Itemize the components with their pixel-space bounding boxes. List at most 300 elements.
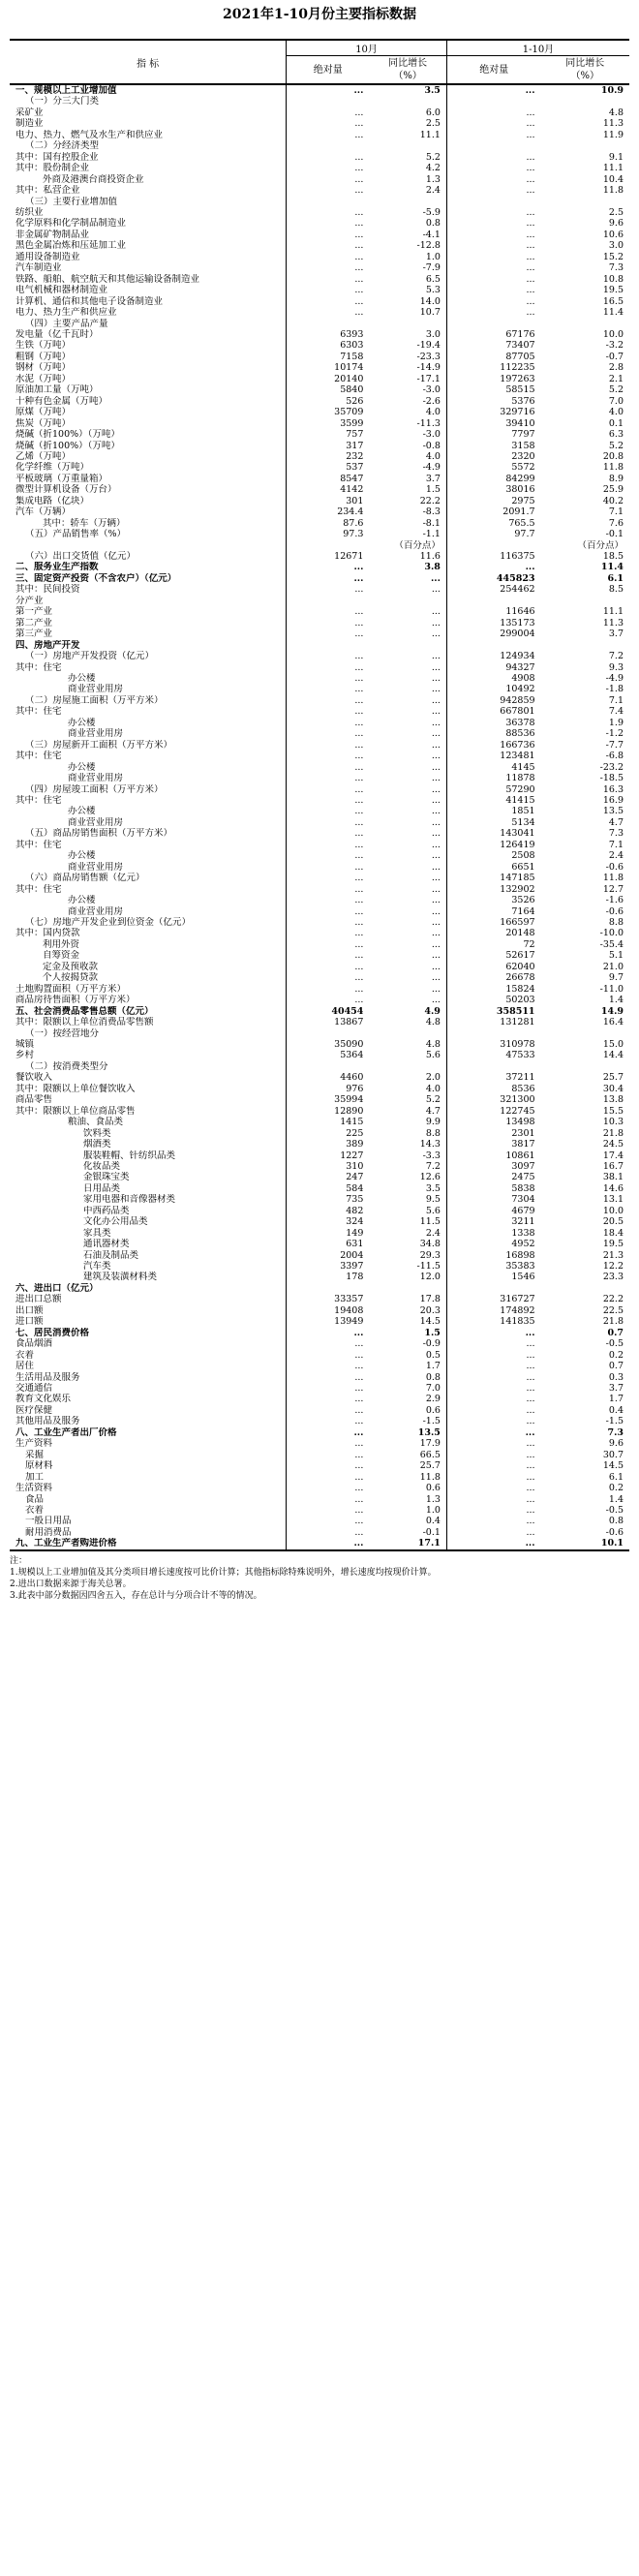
indicator-name: 四、房地产开发 bbox=[15, 639, 80, 651]
indicator-name: 饮料类 bbox=[83, 1127, 111, 1139]
table-row bbox=[10, 939, 629, 950]
ytd-yoy: 6.3 bbox=[608, 429, 624, 441]
oct-yoy: 3.5 bbox=[424, 85, 441, 96]
oct-absolute: 584 bbox=[287, 1183, 370, 1194]
ytd-absolute: ... bbox=[446, 107, 540, 118]
table-row bbox=[10, 728, 629, 739]
oct-absolute: ... bbox=[287, 296, 370, 307]
ytd-absolute: 2301 bbox=[446, 1128, 540, 1139]
ytd-yoy: 2.4 bbox=[608, 850, 624, 862]
oct-absolute: 178 bbox=[287, 1272, 370, 1282]
oct-absolute: ... bbox=[287, 584, 370, 595]
oct-yoy: 12.0 bbox=[419, 1272, 441, 1283]
table-row bbox=[10, 1394, 629, 1404]
table-row bbox=[10, 984, 629, 995]
ytd-yoy: -6.8 bbox=[605, 751, 624, 762]
ytd-yoy: 22.5 bbox=[602, 1304, 624, 1316]
ytd-yoy: 9.7 bbox=[608, 972, 624, 984]
oct-abs-header: 绝对量 bbox=[287, 56, 370, 85]
oct-absolute: ... bbox=[287, 163, 370, 173]
table-row bbox=[10, 1405, 629, 1416]
oct-absolute: 631 bbox=[287, 1239, 370, 1249]
oct-absolute: ... bbox=[287, 773, 370, 783]
oct-absolute: 8547 bbox=[287, 474, 370, 484]
oct-absolute: 12671 bbox=[287, 551, 370, 562]
table-row bbox=[10, 1150, 629, 1161]
table-row bbox=[10, 1372, 629, 1383]
ytd-absolute: 11878 bbox=[446, 773, 540, 783]
ytd-absolute: 7164 bbox=[446, 906, 540, 917]
indicator-name: 化妆品类 bbox=[83, 1160, 121, 1172]
indicator-name: 一、规模以上工业增加值 bbox=[15, 85, 117, 96]
oct-absolute: ... bbox=[287, 728, 370, 739]
ytd-absolute: 10861 bbox=[446, 1150, 540, 1161]
oct-yoy: 2.0 bbox=[425, 1072, 441, 1084]
oct-yoy: ... bbox=[431, 773, 441, 784]
table-row bbox=[10, 140, 629, 151]
indicator-name: （七）房地产开发企业到位资金（亿元） bbox=[25, 916, 192, 928]
ytd-absolute: 35383 bbox=[446, 1261, 540, 1272]
table-row bbox=[10, 1416, 629, 1426]
ytd-absolute: 72 bbox=[446, 939, 540, 950]
indicator-name: 商业营业用房 bbox=[68, 905, 124, 917]
oct-absolute: ... bbox=[287, 152, 370, 163]
indicator-name: （四）房屋竣工面积（万平方米） bbox=[25, 783, 164, 795]
ytd-yoy: 0.2 bbox=[608, 1483, 624, 1494]
indicator-name: 水泥（万吨） bbox=[15, 373, 72, 384]
oct-absolute: 324 bbox=[287, 1216, 370, 1227]
oct-absolute: 35994 bbox=[287, 1094, 370, 1105]
indicator-name: 其中：住宅 bbox=[15, 883, 62, 895]
ytd-yoy: 11.8 bbox=[602, 185, 624, 197]
oct-absolute: ... bbox=[287, 828, 370, 839]
ytd-absolute: 4145 bbox=[446, 762, 540, 773]
table-row bbox=[10, 274, 629, 285]
indicator-name: 铁路、船舶、航空航天和其他运输设备制造业 bbox=[15, 273, 200, 285]
table-row bbox=[10, 1272, 629, 1282]
table-row bbox=[10, 484, 629, 495]
ytd-yoy: 20.5 bbox=[602, 1216, 624, 1228]
ytd-yoy: 25.9 bbox=[602, 484, 624, 496]
oct-yoy: 6.0 bbox=[425, 107, 441, 118]
ytd-yoy: 21.3 bbox=[602, 1249, 624, 1261]
ytd-yoy bbox=[541, 596, 629, 606]
ytd-yoy: 14.5 bbox=[602, 1460, 624, 1472]
oct-absolute: 537 bbox=[287, 462, 370, 473]
table-row bbox=[10, 695, 629, 706]
oct-absolute: 735 bbox=[287, 1194, 370, 1205]
oct-absolute: ... bbox=[287, 606, 370, 617]
ytd-yoy: 5.1 bbox=[608, 950, 624, 962]
indicator-name: 进口额 bbox=[15, 1316, 44, 1328]
table-row bbox=[10, 1139, 629, 1150]
ytd-yoy: 11.9 bbox=[602, 129, 624, 140]
table-row bbox=[10, 496, 629, 506]
ytd-absolute: 41415 bbox=[446, 795, 540, 806]
indicator-name: 土地购置面积（万平方米） bbox=[15, 983, 127, 995]
section-row bbox=[10, 640, 629, 651]
oct-yoy: ... bbox=[431, 916, 441, 928]
ytd-absolute: 3817 bbox=[446, 1139, 540, 1150]
oct-yoy: ... bbox=[431, 684, 441, 695]
ytd-yoy: -11.0 bbox=[599, 983, 624, 995]
ytd-yoy: 0.4 bbox=[608, 1404, 624, 1416]
table-row bbox=[10, 1472, 629, 1483]
oct-yoy: ... bbox=[431, 950, 441, 962]
oct-absolute: ... bbox=[287, 1416, 370, 1426]
page-title: 2021年1-10月份主要指标数据 bbox=[223, 7, 416, 22]
ytd-yoy: 7.4 bbox=[608, 706, 624, 718]
ytd-yoy: -0.6 bbox=[605, 905, 624, 917]
ytd-yoy bbox=[541, 319, 629, 329]
oct-yoy bbox=[369, 140, 446, 151]
table-row bbox=[10, 751, 629, 761]
ytd-yoy: 9.3 bbox=[608, 661, 624, 673]
oct-absolute: 225 bbox=[287, 1128, 370, 1139]
ytd-absolute: 87705 bbox=[446, 352, 540, 362]
indicator-name: （二）分经济类型 bbox=[25, 140, 100, 152]
oct-yoy: ... bbox=[431, 795, 441, 806]
ytd-yoy: 10.0 bbox=[602, 1205, 624, 1216]
ytd-yoy: 24.5 bbox=[602, 1139, 624, 1150]
indicator-name: 乡村 bbox=[15, 1050, 35, 1061]
ytd-absolute: ... bbox=[446, 174, 540, 185]
oct-absolute: ... bbox=[287, 1505, 370, 1516]
ytd-yoy: 11.1 bbox=[602, 163, 624, 174]
indicator-name: 办公楼 bbox=[68, 717, 96, 728]
ytd-absolute: 358511 bbox=[446, 1006, 540, 1017]
indicator-name bbox=[10, 540, 287, 551]
oct-absolute: 7158 bbox=[287, 352, 370, 362]
indicator-name: 化学纤维（万吨） bbox=[15, 462, 90, 474]
oct-yoy: 14.3 bbox=[419, 1139, 441, 1150]
oct-absolute: ... bbox=[287, 1361, 370, 1371]
indicator-name: 其中：住宅 bbox=[15, 795, 62, 806]
table-row bbox=[10, 1194, 629, 1205]
ytd-absolute: 310978 bbox=[446, 1039, 540, 1050]
oct-absolute bbox=[287, 96, 370, 107]
indicator-name: 采掘 bbox=[25, 1449, 45, 1460]
indicator-name: 服装鞋帽、针纺织品类 bbox=[83, 1150, 176, 1161]
ytd-yoy: -23.2 bbox=[599, 761, 624, 773]
ytd-yoy: 10.6 bbox=[602, 229, 624, 240]
oct-yoy: 17.8 bbox=[419, 1294, 441, 1305]
indicator-name: 第二产业 bbox=[15, 617, 53, 629]
ytd-yoy: -0.6 bbox=[605, 1526, 624, 1538]
ytd-absolute: ... bbox=[446, 1427, 540, 1438]
table-row bbox=[10, 1316, 629, 1327]
oct-absolute: ... bbox=[287, 1394, 370, 1404]
oct-yoy: -17.1 bbox=[416, 373, 441, 384]
oct-yoy: -11.5 bbox=[416, 1261, 441, 1273]
table-row bbox=[10, 1228, 629, 1239]
oct-yoy: 13.5 bbox=[417, 1426, 441, 1438]
ytd-absolute: 5134 bbox=[446, 817, 540, 828]
oct-yoy: -3.3 bbox=[422, 1150, 441, 1161]
ytd-absolute bbox=[446, 640, 540, 651]
oct-absolute: 232 bbox=[287, 451, 370, 462]
ytd-yoy: 11.4 bbox=[600, 562, 624, 573]
indicator-name: 其中：限额以上单位消费品零售额 bbox=[15, 1017, 154, 1028]
indicator-name: 集成电路（亿块） bbox=[15, 495, 90, 506]
oct-absolute: ... bbox=[287, 962, 370, 972]
ytd-absolute: 254462 bbox=[446, 584, 540, 595]
table-row bbox=[10, 451, 629, 462]
table-row bbox=[10, 1206, 629, 1216]
indicator-name: 二、服务业生产指数 bbox=[15, 562, 99, 573]
ytd-absolute: 112235 bbox=[446, 362, 540, 373]
ytd-yoy: 8.5 bbox=[608, 584, 624, 596]
oct-yoy: 4.0 bbox=[425, 407, 441, 418]
oct-yoy: 29.3 bbox=[419, 1249, 441, 1261]
oct-absolute: ... bbox=[287, 1438, 370, 1449]
oct-yoy: 17.9 bbox=[419, 1438, 441, 1450]
ytd-absolute: 57290 bbox=[446, 784, 540, 795]
oct-absolute: ... bbox=[287, 873, 370, 883]
oct-absolute: ... bbox=[287, 928, 370, 938]
oct-absolute: ... bbox=[287, 684, 370, 694]
ytd-absolute: 62040 bbox=[446, 962, 540, 972]
table-row bbox=[10, 1250, 629, 1261]
oct-yoy: ... bbox=[431, 617, 441, 629]
ytd-yoy: 21.8 bbox=[602, 1127, 624, 1139]
ytd-absolute: 58515 bbox=[446, 384, 540, 395]
oct-yoy: ... bbox=[431, 873, 441, 884]
ytd-absolute: 321300 bbox=[446, 1094, 540, 1105]
oct-absolute: 1227 bbox=[287, 1150, 370, 1161]
oct-absolute: 2004 bbox=[287, 1250, 370, 1261]
ytd-yoy: 30.7 bbox=[602, 1449, 624, 1460]
oct-absolute: 301 bbox=[287, 496, 370, 506]
oct-yoy: 5.6 bbox=[425, 1205, 441, 1216]
oct-yoy: ... bbox=[431, 728, 441, 740]
indicator-name: 平板玻璃（万重量箱） bbox=[15, 473, 108, 484]
ytd-absolute: ... bbox=[446, 118, 540, 129]
oct-absolute: 3599 bbox=[287, 418, 370, 429]
oct-yoy: 14.5 bbox=[419, 1316, 441, 1328]
ytd-yoy: 8.9 bbox=[608, 473, 624, 484]
ytd-yoy: 10.8 bbox=[602, 273, 624, 285]
oct-absolute: ... bbox=[287, 751, 370, 761]
indicator-name: 烧碱（折100%）（万吨） bbox=[15, 440, 120, 451]
table-row bbox=[10, 840, 629, 850]
oct-yoy: 9.5 bbox=[425, 1194, 441, 1206]
oct-yoy: 0.6 bbox=[425, 1483, 441, 1494]
indicator-name: 生活资料 bbox=[15, 1483, 53, 1494]
table-row bbox=[10, 252, 629, 262]
table-row bbox=[10, 1450, 629, 1460]
table-row bbox=[10, 1216, 629, 1227]
ytd-yoy: 40.2 bbox=[602, 495, 624, 506]
oct-yoy: ... bbox=[431, 673, 441, 685]
oct-yoy: 1.5 bbox=[425, 484, 441, 496]
table-row bbox=[10, 817, 629, 828]
indicator-name: （一）按经营地分 bbox=[25, 1027, 100, 1039]
ytd-yoy: 16.7 bbox=[602, 1160, 624, 1172]
table-row bbox=[10, 407, 629, 417]
section-row bbox=[10, 1328, 629, 1338]
oct-yoy bbox=[369, 640, 446, 651]
oct-absolute: 20140 bbox=[287, 374, 370, 384]
table-row bbox=[10, 307, 629, 318]
table-row bbox=[10, 651, 629, 661]
oct-yoy: -11.3 bbox=[416, 417, 441, 429]
oct-yoy: 20.3 bbox=[419, 1304, 441, 1316]
oct-absolute: ... bbox=[287, 662, 370, 673]
ytd-yoy: 3.7 bbox=[608, 1383, 624, 1395]
oct-absolute: ... bbox=[287, 118, 370, 129]
ytd-yoy: 5.2 bbox=[608, 384, 624, 396]
indicator-name: 制造业 bbox=[15, 118, 44, 130]
ytd-yoy: 4.7 bbox=[608, 816, 624, 828]
ytd-absolute: 942859 bbox=[446, 695, 540, 706]
indicator-name: （三）房屋新开工面积（万平方米） bbox=[25, 739, 173, 751]
indicator-name: 进出口总额 bbox=[15, 1294, 62, 1305]
oct-absolute: ... bbox=[287, 618, 370, 629]
oct-yoy: 17.1 bbox=[369, 1538, 446, 1549]
oct-yoy: 2.4 bbox=[425, 1227, 441, 1239]
table-row bbox=[10, 296, 629, 307]
indicator-name: 原材料 bbox=[25, 1460, 53, 1472]
oct-absolute: 1415 bbox=[287, 1117, 370, 1127]
oct-yoy: ... bbox=[430, 572, 441, 584]
oct-yoy: -3.0 bbox=[422, 384, 441, 396]
table-row bbox=[10, 1239, 629, 1249]
oct-absolute: ... bbox=[287, 573, 370, 584]
indicator-name: 办公楼 bbox=[68, 895, 96, 906]
oct-yoy: 11.8 bbox=[419, 1471, 441, 1483]
ytd-yoy: 7.0 bbox=[608, 395, 624, 407]
oct-yoy: ... bbox=[431, 850, 441, 862]
ytd-yoy: 6.1 bbox=[607, 572, 624, 584]
table-row bbox=[10, 1494, 629, 1505]
ytd-absolute: 38016 bbox=[446, 484, 540, 495]
ytd-yoy: 11.8 bbox=[602, 462, 624, 474]
oct-absolute: 5364 bbox=[287, 1050, 370, 1060]
oct-yoy: 11.1 bbox=[419, 129, 441, 140]
ytd-yoy: -1.5 bbox=[605, 1416, 624, 1427]
ytd-yoy: 2.8 bbox=[608, 362, 624, 374]
oct-yoy bbox=[369, 319, 446, 329]
ytd-yoy: （百分点） bbox=[577, 539, 624, 551]
oct-yoy bbox=[369, 96, 446, 107]
indicator-name: 出口额 bbox=[15, 1304, 44, 1316]
oct-yoy: ... bbox=[431, 928, 441, 939]
table-row bbox=[10, 740, 629, 751]
oct-yoy: -19.4 bbox=[416, 340, 441, 352]
ytd-yoy-header: 同比增长（%） bbox=[541, 56, 629, 85]
ytd-absolute: 166736 bbox=[446, 740, 540, 751]
ytd-yoy: -1.8 bbox=[605, 684, 624, 695]
ytd-yoy: 10.4 bbox=[602, 173, 624, 185]
ytd-absolute: 765.5 bbox=[446, 518, 540, 529]
oct-absolute: ... bbox=[287, 274, 370, 285]
oct-yoy: 14.0 bbox=[419, 295, 441, 307]
ytd-absolute: ... bbox=[446, 130, 540, 140]
indicator-name: 生铁（万吨） bbox=[15, 340, 72, 352]
ytd-yoy: 20.8 bbox=[602, 450, 624, 462]
oct-yoy: 4.0 bbox=[425, 1083, 441, 1094]
indicator-name: 八、工业生产者出厂价格 bbox=[15, 1426, 117, 1438]
ytd-absolute: 2320 bbox=[446, 451, 540, 462]
ytd-absolute: 10492 bbox=[446, 684, 540, 694]
oct-absolute: ... bbox=[287, 995, 370, 1005]
ytd-absolute: ... bbox=[446, 1483, 540, 1493]
indicator-name: （六）出口交货值（亿元） bbox=[25, 551, 137, 563]
ytd-yoy: 3.7 bbox=[608, 629, 624, 640]
ytd-yoy: 14.4 bbox=[602, 1050, 624, 1061]
oct-yoy: 11.6 bbox=[419, 551, 441, 563]
ytd-absolute bbox=[446, 319, 540, 329]
oct-yoy: -12.8 bbox=[416, 240, 441, 252]
ytd-yoy: 11.1 bbox=[602, 606, 624, 618]
table-row bbox=[10, 718, 629, 728]
ytd-absolute: 7797 bbox=[446, 429, 540, 440]
indicator-name: 粗钢（万吨） bbox=[15, 351, 72, 362]
indicator-name: 家具类 bbox=[83, 1227, 111, 1239]
ytd-absolute: 123481 bbox=[446, 751, 540, 761]
table-row bbox=[10, 1294, 629, 1304]
ytd-absolute: ... bbox=[446, 1538, 540, 1549]
oct-yoy: ... bbox=[431, 739, 441, 751]
indicator-name: 纺织业 bbox=[15, 206, 44, 218]
oct-absolute: ... bbox=[287, 207, 370, 218]
oct-yoy: ... bbox=[431, 584, 441, 596]
ytd-yoy: 13.5 bbox=[602, 806, 624, 817]
indicator-name: 非金属矿物制品业 bbox=[15, 229, 90, 240]
ytd-absolute: ... bbox=[446, 185, 540, 196]
oct-yoy: 3.7 bbox=[425, 473, 441, 484]
ytd-absolute: ... bbox=[446, 562, 540, 572]
oct-yoy: -5.9 bbox=[422, 206, 441, 218]
table-row bbox=[10, 629, 629, 639]
indicator-name: （一）分三大门类 bbox=[25, 96, 100, 107]
ytd-absolute: 141835 bbox=[446, 1316, 540, 1327]
oct-yoy: ... bbox=[431, 905, 441, 917]
ytd-absolute bbox=[446, 1061, 540, 1072]
oct-yoy: 3.8 bbox=[424, 562, 441, 573]
indicator-name: 商业营业用房 bbox=[68, 684, 124, 695]
oct-absolute: ... bbox=[287, 984, 370, 995]
ytd-yoy: -0.5 bbox=[605, 1338, 624, 1350]
ytd-absolute: 2091.7 bbox=[446, 506, 540, 517]
indicator-name: 其中：住宅 bbox=[15, 706, 62, 718]
indicator-name: 教育文化娱乐 bbox=[15, 1394, 72, 1405]
ytd-absolute: 3211 bbox=[446, 1216, 540, 1227]
ytd-absolute: 6651 bbox=[446, 862, 540, 873]
oct-yoy: -2.6 bbox=[422, 395, 441, 407]
section-row bbox=[10, 562, 629, 572]
ytd-yoy: 4.0 bbox=[608, 407, 624, 418]
indicator-name: 汽车（万辆） bbox=[15, 506, 72, 518]
oct-yoy: ... bbox=[431, 839, 441, 850]
ytd-absolute: 316727 bbox=[446, 1294, 540, 1304]
ytd-yoy: 1.9 bbox=[608, 717, 624, 728]
oct-absolute: 5840 bbox=[287, 384, 370, 395]
indicator-name: 生产资料 bbox=[15, 1438, 53, 1450]
indicator-name: 一般日用品 bbox=[25, 1516, 72, 1527]
ytd-absolute: 126419 bbox=[446, 840, 540, 850]
oct-absolute bbox=[287, 640, 370, 651]
ytd-yoy: 16.3 bbox=[602, 783, 624, 795]
ytd-absolute: ... bbox=[446, 1472, 540, 1483]
oct-yoy: 1.3 bbox=[425, 173, 441, 185]
ytd-yoy: 5.2 bbox=[608, 440, 624, 451]
indicator-name: 自筹资金 bbox=[43, 950, 80, 962]
ytd-group-header: 1-10月 bbox=[446, 40, 629, 56]
oct-absolute: ... bbox=[287, 762, 370, 773]
oct-absolute: ... bbox=[287, 629, 370, 639]
